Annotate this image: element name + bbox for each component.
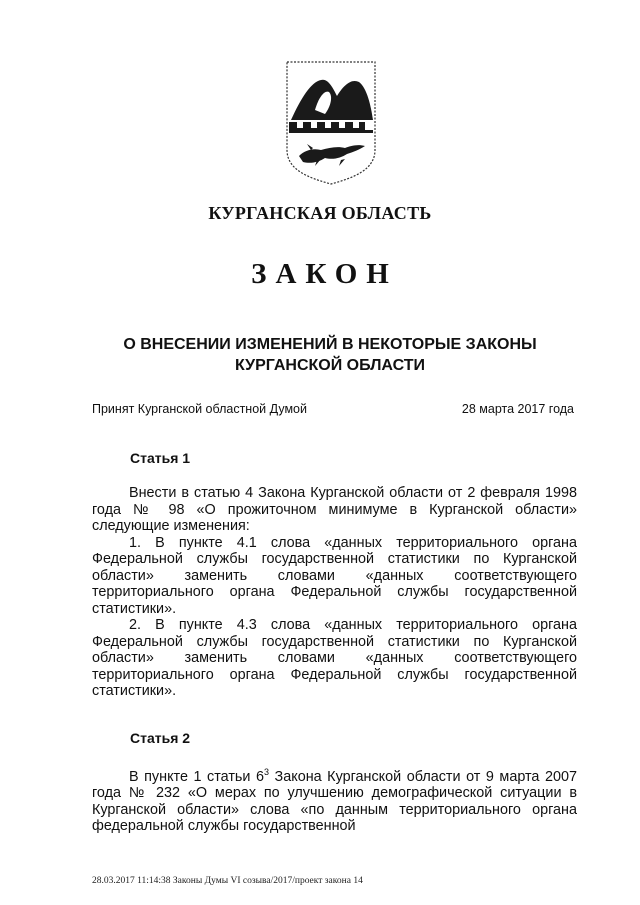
article-1-intro: Внести в статью 4 Закона Курганской области от 2 февраля 1998 года № 98 «О прожиточном минимуме в Курганской области» следующие изменения:	[92, 485, 577, 534]
article-2-text-start: В пункте 1 статьи 6	[129, 768, 264, 785]
article-2-body	[92, 764, 577, 835]
article-1-item-1: 1. В пункте 4.1 слова «данных территориального органа Федеральной службы государственной статистики по Курганской области» заменить словами «данных соответствующего территориального органа Федеральной службы государственной статистики».	[92, 534, 577, 617]
footer-stamp: 28.03.2017 11:14:38 Законы Думы VI созыва/2017/проект закона 14	[92, 876, 363, 886]
law-title-line-1: О ВНЕСЕНИИ ИЗМЕНЕНИЙ В НЕКОТОРЫЕ ЗАКОНЫ	[123, 336, 537, 353]
region-name: КУРГАНСКАЯ ОБЛАСТЬ	[208, 203, 432, 223]
article-2-text	[92, 764, 577, 835]
adoption-date: 28 марта 2017 года	[461, 402, 574, 416]
article-1-item-2: 2. В пункте 4.3 слова «данных территориального органа Федеральной службы государственной статистики по Курганской области» заменить словами «данных соответствующего территориального органа Федеральной службы государственной статистики».	[92, 617, 577, 699]
coat-of-arms-icon	[281, 58, 381, 188]
article-2-heading: Статья 2	[130, 730, 191, 746]
article-2-superscript: 3	[264, 767, 270, 777]
article-1-body	[92, 485, 577, 700]
adopted-by: Принят Курганской областной Думой	[92, 402, 307, 416]
adoption-info	[92, 402, 574, 416]
article-1-heading: Статья 1	[130, 450, 191, 466]
law-title-line-2: КУРГАНСКОЙ ОБЛАСТИ	[234, 357, 426, 374]
article-2-text-rest: Закона Курганской области от 9 марта 2007 года № 232 «О мерах по улучшению демографической ситуации в Курганской области» слова «по данным территориального органа федеральной службы государственной	[92, 768, 577, 835]
law-title	[80, 334, 580, 376]
document-type-title: ЗАКОН	[251, 258, 398, 290]
